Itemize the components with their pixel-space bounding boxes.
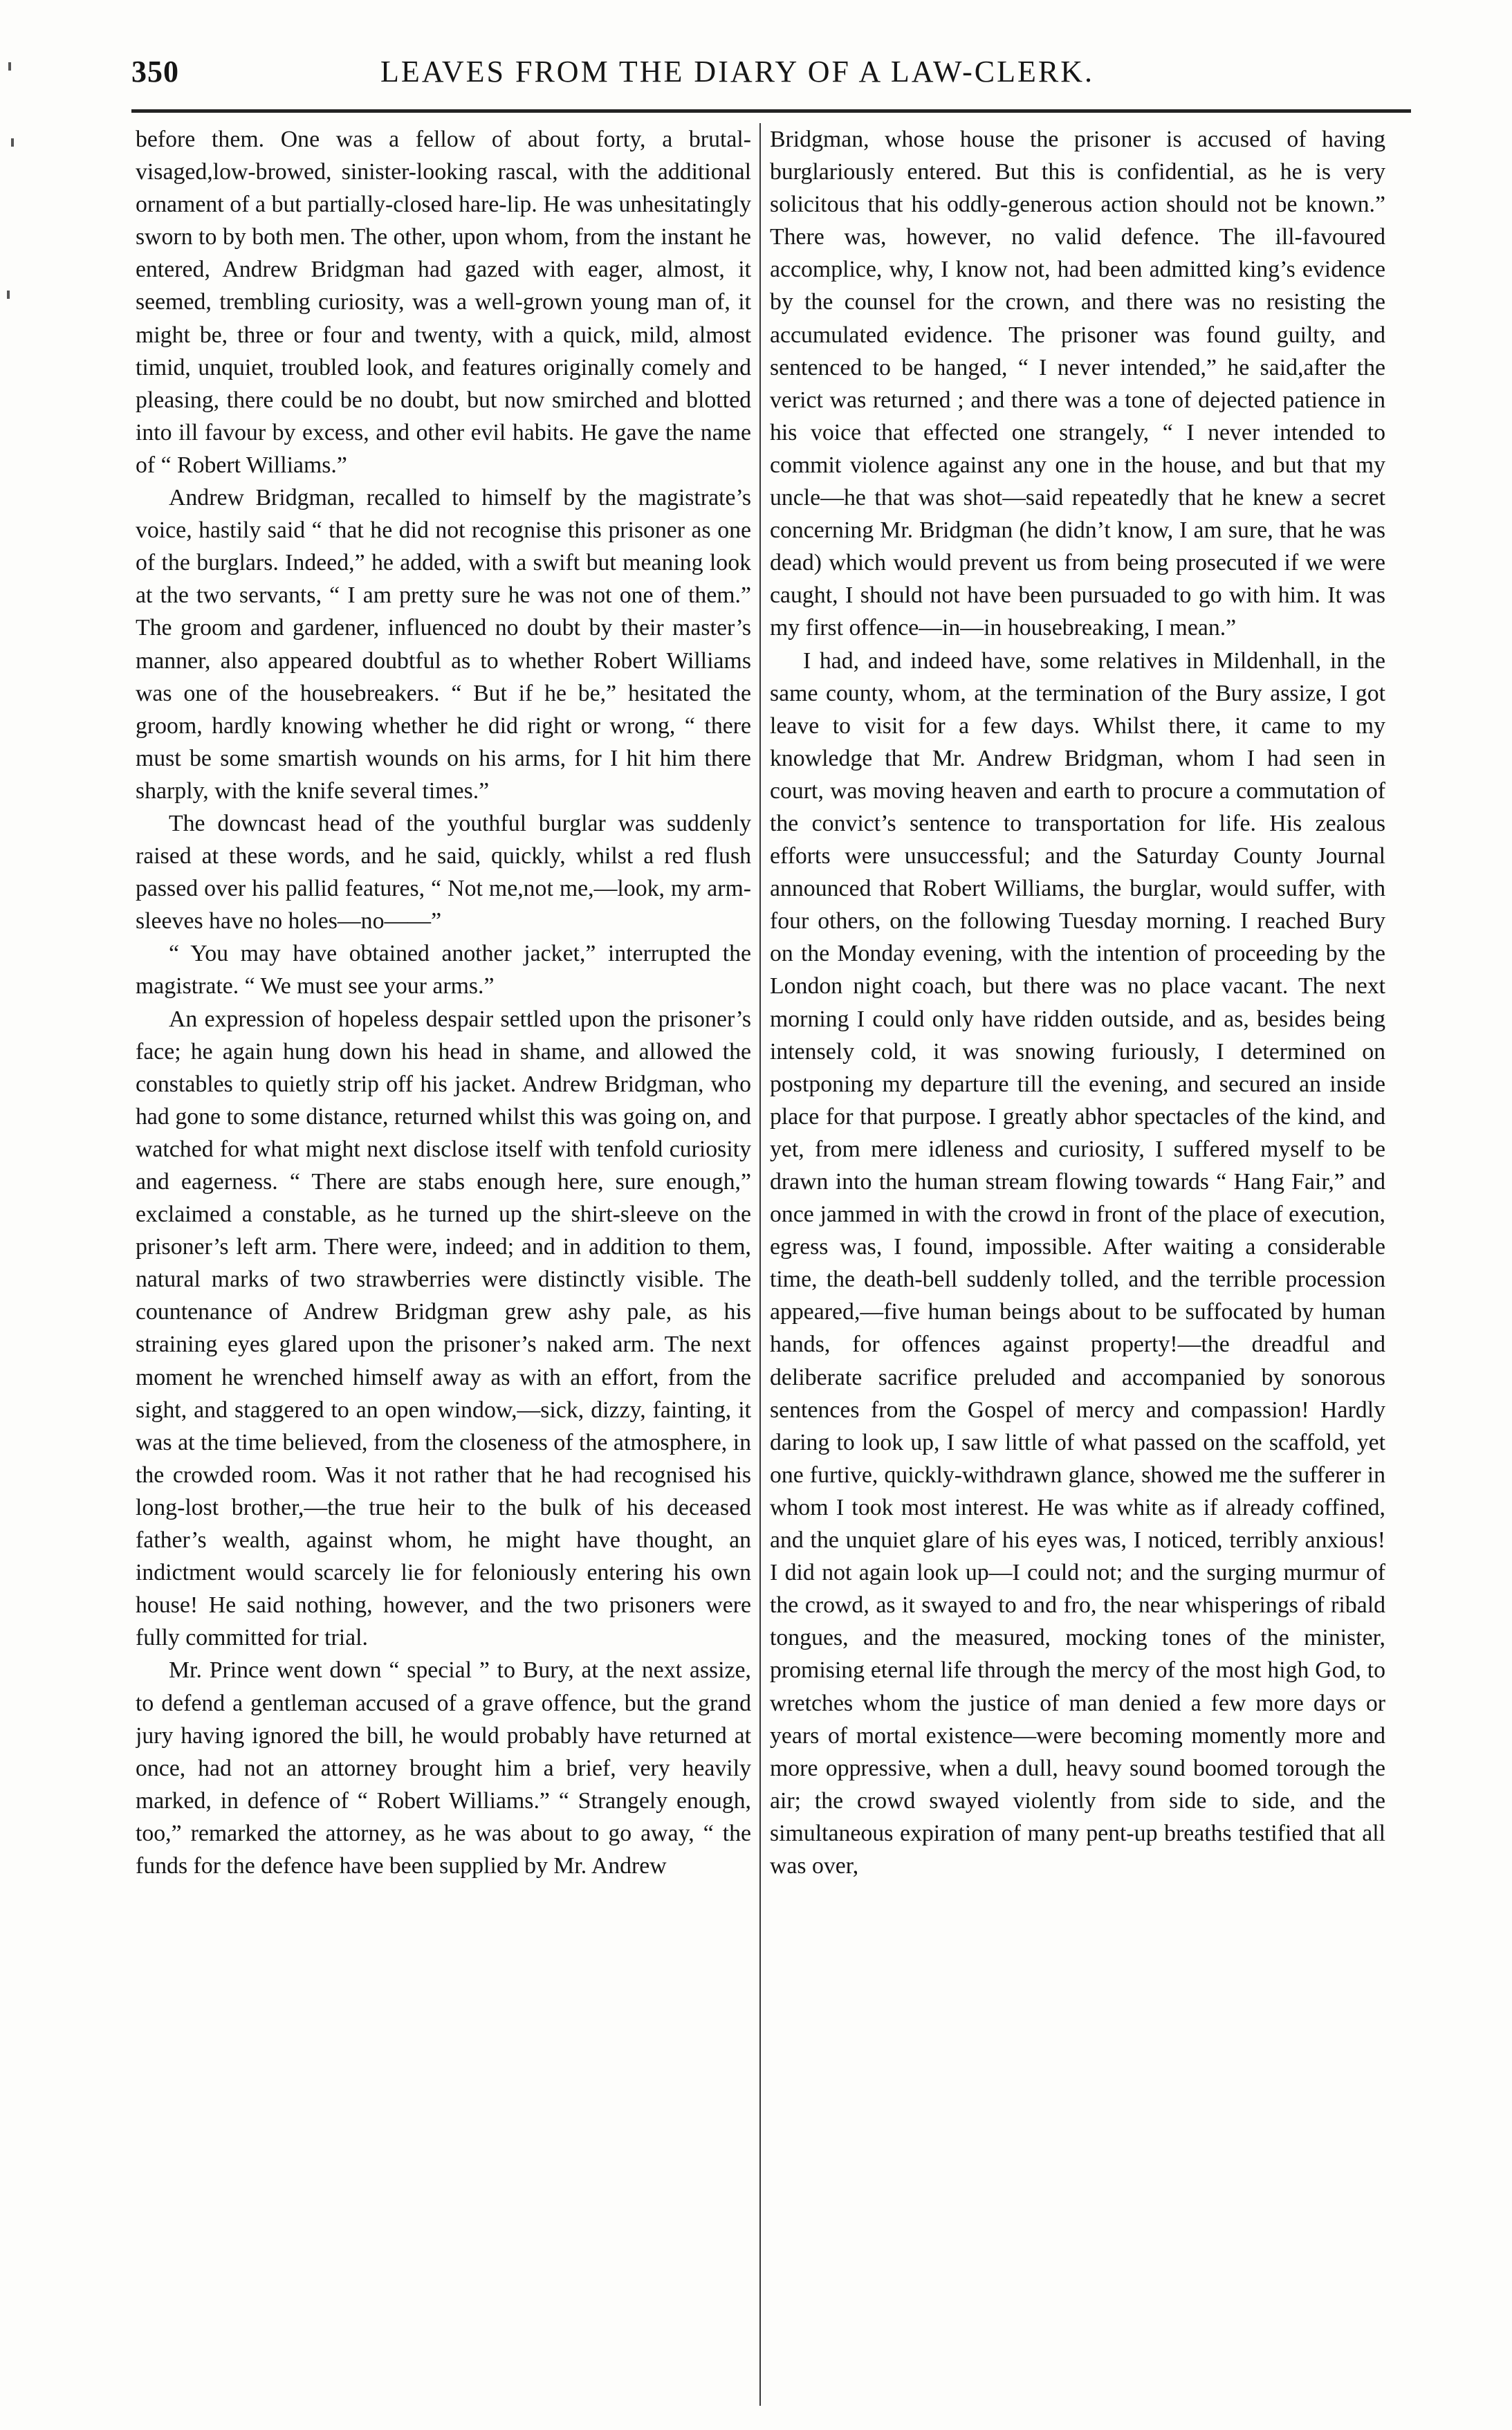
page-header (131, 54, 1411, 95)
paragraph: Andrew Bridgman, recalled to himself by the magistrate’s voice, hastily said “ that he did not recognise this prisoner as one of the burglars. Indeed,” he added, with a swift but meaning look at the two servants, “ I am pretty sure he was not one of them.” The groom and gardener, influenced no doubt by their master’s manner, also appeared doubtful as to whether Robert Williams was one of the housebreakers. “ But if he be,” hesitated the groom, hardly knowing whether he did right or wrong, “ there must be some smartish wounds on his arms, for I hit him there sharply, with the knife several times.” (136, 485, 751, 804)
paragraph: Bridgman, whose house the prisoner is accused of having burglariously entered. But this is confidential, as he is very solicitous that his oddly-generous action should not be known.” There was, however, no valid defence. The ill-favoured accomplice, why, I know not, had been admitted king’s evidence by the counsel for the crown, and there was no resisting the accumulated evidence. The prisoner was found guilty, and sentenced to be hanged, “ I never intended,” he said,after the verict was returned ; and there was a tone of dejected patience in his voice that effected one strangely, “ I never intended to commit violence against any one in the house, and but that my uncle—he that was shot—said repeatedly that he knew a secret concerning Mr. Bridgman (he didn’t know, I am sure, that he was dead) which would prevent us from being prosecuted if we were caught, I should not have been pursuaded to go with him. It was my first offence—in—in housebreaking, I mean.” (770, 127, 1385, 641)
paragraph: Mr. Prince went down “ special ” to Bury, at the next assize, to defend a gentleman accused of a grave offence, but the grand jury having ignored the bill, he would probably have returned at once, had not an attorney brought him a brief, very heavily marked, in defence of “ Robert Williams.” “ Strangely enough, too,” remarked the attorney, as he was about to go away, “ the funds for the defence have been supplied by Mr. Andrew (136, 1657, 751, 1879)
header-rule (131, 109, 1411, 113)
right-column (770, 123, 1385, 2406)
speck (8, 62, 11, 71)
page-number: 350 (131, 55, 179, 89)
left-column (136, 123, 751, 2406)
speck (7, 291, 10, 299)
paragraph: before them. One was a fellow of about forty, a brutal-visaged,low-browed, sinister-looking rascal, with the additional ornament of a but partially-closed hare-lip. He was unhesitatingly sworn to by both men. The other, upon whom, from the instant he entered, Andrew Bridgman had gazed with eager, almost, it seemed, trembling curiosity, was a well-grown young man of, it might be, three or four and twenty, with a quick, mild, almost timid, unquiet, troubled look, and features originally comely and pleasing, there could be no doubt, but now smirched and blotted into ill favour by excess, and other evil habits. He gave the name of “ Robert Williams.” (136, 127, 751, 478)
paragraph: An expression of hopeless despair settled upon the prisoner’s face; he again hung down his head in shame, and allowed the constables to quietly strip off his jacket. Andrew Bridgman, who had gone to some distance, returned whilst this was going on, and watched for what might next disclose itself with tenfold curiosity and eagerness. “ There are stabs enough here, sure enough,” exclaimed a constable, as he turned up the shirt-sleeve on the prisoner’s left arm. There were, indeed; and in addition to them, natural marks of two strawberries were distinctly visible. The countenance of Andrew Bridgman grew ashy pale, as his straining eyes glared upon the prisoner’s naked arm. The next moment he wrenched himself away as with an effort, from the sight, and staggered to an open window,—sick, dizzy, fainting, it was at the time believed, from the closeness of the atmosphere, in the crowded room. Was it not rather that he had recognised his long-lost brother,—the true heir to the bulk of his deceased father’s wealth, against whom, he might have thought, an indictment would scarcely lie for feloniously entering his own house! He said nothing, however, and the two prisoners were fully committed for trial. (136, 1006, 751, 1651)
paragraph: “ You may have obtained another jacket,” interrupted the magistrate. “ We must see your arms.” (136, 941, 751, 1000)
column-divider (759, 123, 761, 2406)
speck (11, 138, 14, 147)
paragraph: I had, and indeed have, some relatives in Mildenhall, in the same county, whom, at the termination of the Bury assize, I got leave to visit for a few days. Whilst there, it came to my knowledge that Mr. Andrew Bridgman, whom I had seen in court, was moving heaven and earth to procure a commutation of the convict’s sentence to transportation for life. His zealous efforts were unsuccessful; and the Saturday County Journal announced that Robert Williams, the burglar, would suffer, with four others, on the following Tuesday morning. I reached Bury on the Monday evening, with the intention of proceeding by the London night coach, but there was no place vacant. The next morning I could only have ridden outside, and as, besides being intensely cold, it was snowing furiously, I determined on postponing my departure till the evening, and secured an inside place for that purpose. I greatly abhor spectacles of the kind, and yet, from mere idleness and curiosity, I suffered myself to be drawn into the human stream flowing towards “ Hang Fair,” and once jammed in with the crowd in front of the place of execution, egress was, I found, impossible. After waiting a considerable time, the death-bell suddenly tolled, and the terrible procession appeared,—five human beings about to be suffocated by human hands, for offences against property!—the dreadful and deliberate sacrifice preluded and accompanied by sonorous sentences from the Gospel of mercy and compassion! Hardly daring to look up, I saw little of what passed on the scaffold, yet one furtive, quickly-withdrawn glance, showed me the sufferer in whom I took most interest. He was white as if already coffined, and the unquiet glare of his eyes was, I noticed, terribly anxious! I did not again look up—I could not; and the surging murmur of the crowd, as it swayed to and fro, the near whisperings of ribald tongues, and the measured, mocking tones of the minister, promising eternal life through the mercy of the most high God, to wretches whom the justice of man denied a few more days or years of mortal existence—were becoming momently more and more oppressive, when a dull, heavy sound boomed torough the air; the crowd swayed violently from side to side, and the simultaneous expiration of many pent-up breaths testified that all was over, (770, 647, 1385, 1879)
margin-specks (7, 62, 21, 311)
paragraph: The downcast head of the youthful burglar was suddenly raised at these words, and he said, quickly, whilst a red flush passed over his pallid features, “ Not me,not me,—look, my arm-sleeves have no holes—no——” (136, 810, 751, 935)
running-title: LEAVES FROM THE DIARY OF A LAW-CLERK. (380, 55, 1094, 89)
